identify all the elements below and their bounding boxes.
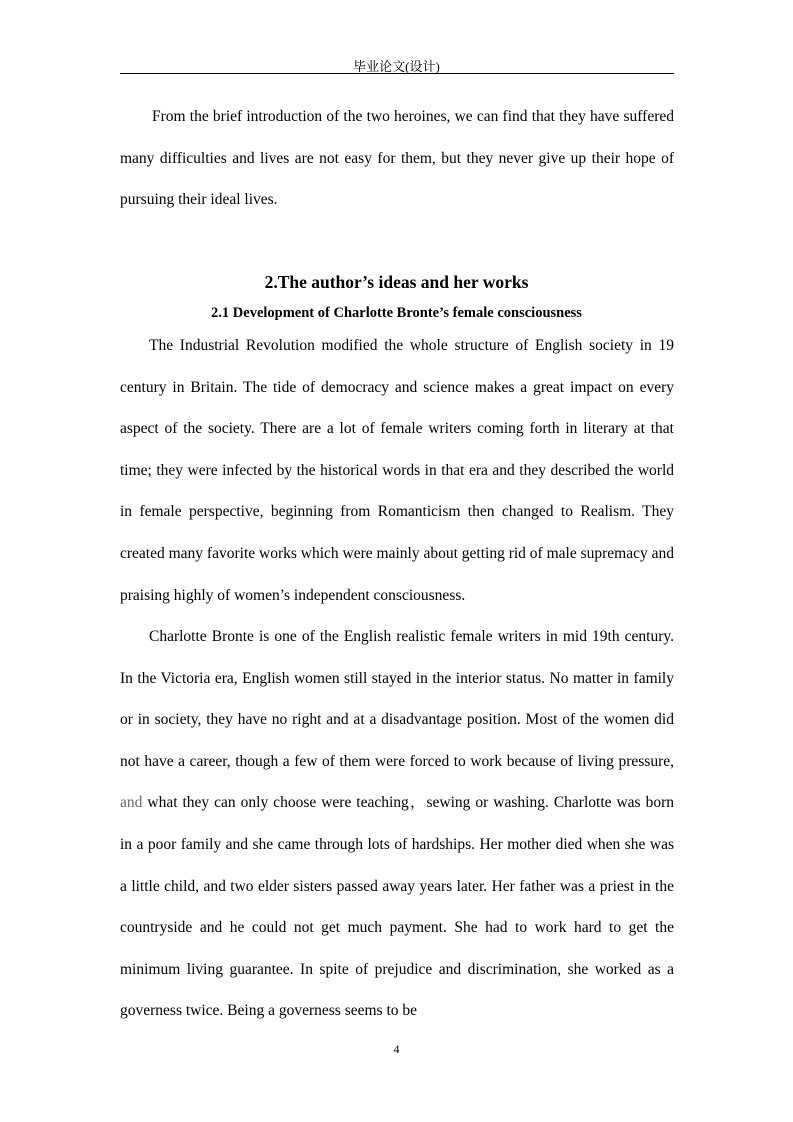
charlotte-paragraph xyxy=(120,616,674,1032)
header-divider xyxy=(120,73,674,74)
revolution-paragraph: The Industrial Revolution modified the whole structure of English society in 19 century in Britain. The tide of democracy and science makes a great impact on every aspect of the society. There are a lot of female writers coming forth in literary at that time; they were infected by the historical words in that era and they described the world in female perspective, beginning from Romanticism then changed to Realism. They created many favorite works which were mainly about getting rid of male supremacy and praising highly of women’s independent consciousness. xyxy=(120,337,674,604)
section-heading: 2.The author’s ideas and her works xyxy=(264,272,529,292)
page-number: 4 xyxy=(393,1042,400,1056)
charlotte-highlight-word: and xyxy=(120,794,143,812)
header-title: 毕业论文(设计) xyxy=(353,59,440,74)
charlotte-text-part1: Charlotte Bronte is one of the English realistic female writers in mid 19th century. In the Victoria era, English women still stayed in the interior status. No matter in family or in society, they have no right and at a disadvantage position. Most of the women did not have a career, though a few of them were forced to work because of living pressure, xyxy=(120,628,674,770)
charlotte-text-part2: what they can only choose were teaching，sewing or washing. Charlotte was born in a poor family and she came through lots of hardships. Her mother died when she was a little child, and two elder sisters passed away years later. Her father was a priest in the countryside and he could not get much payment. She had to work hard to get the minimum living guarantee. In spite of prejudice and discrimination, she worked as a governess twice. Being a governess seems to be xyxy=(120,794,674,1020)
intro-paragraph: From the brief introduction of the two heroines, we can find that they have suffered many difficulties and lives are not easy for them, but they never give up their hope of pursuing their ideal lives. xyxy=(120,108,674,209)
subsection-heading: 2.1 Development of Charlotte Bronte’s female consciousness xyxy=(211,305,582,321)
